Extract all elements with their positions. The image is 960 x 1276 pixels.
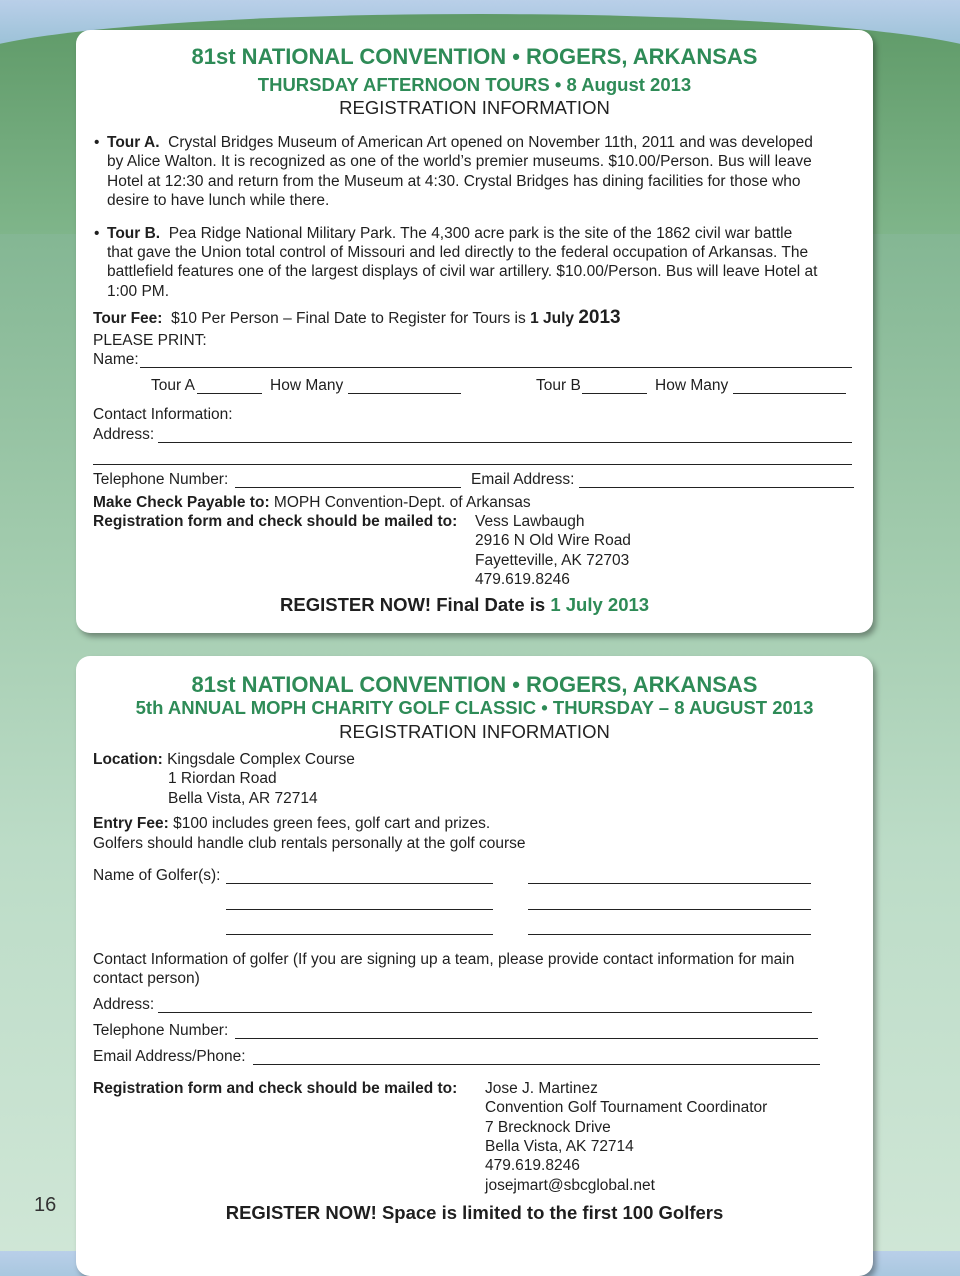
tour-b-field-label: Tour B [536,377,581,394]
location-line-2: 1 Riordan Road [168,770,277,787]
golfer-name-field[interactable] [226,883,493,884]
tours-registration-card [76,30,873,633]
tour-a-line-4: desire to have lunch while there. [107,192,330,209]
telephone-label: Telephone Number: [93,471,229,488]
tour-b-description [107,224,792,243]
bullet-icon: • [94,134,100,151]
tour-a-field[interactable] [197,393,262,394]
golf-register-now-banner: REGISTER NOW! Space is limited to the first 100 Golfers [225,1202,724,1223]
tour-a-line-2: by Alice Walton. It is recognized as one of the world’s premier museums. $10.00/Person. Bus will leave [107,153,812,170]
tour-b-line-1: Pea Ridge National Military Park. The 4,300 acre park is the site of the 1862 civil war battle [168,225,793,242]
golfer-name-field[interactable] [528,934,811,935]
tour-a-line-1: Crystal Bridges Museum of American Art opened on November 11th, 2011 and was developed [168,134,813,151]
tour-fee-date-year: 2013 [578,307,621,328]
golf-address-field[interactable] [158,1012,812,1013]
tour-a-description [107,133,813,152]
check-payable [93,493,531,512]
golfer-name-field[interactable] [226,934,493,935]
golf-mail-to-label: Registration form and check should be mailed to: [93,1080,458,1097]
mail-address-line-4: 479.619.8246 [475,571,570,588]
golf-mail-line-5: 479.619.8246 [485,1157,580,1174]
check-payable-label: Make Check Payable to: [93,494,270,511]
golf-mail-line-3: 7 Brecknock Drive [485,1119,611,1136]
address-field[interactable] [158,442,852,443]
email-field[interactable] [579,487,854,488]
tour-a-label: Tour A. [107,134,160,151]
golf-section-heading: REGISTRATION INFORMATION [339,721,610,742]
entry-fee-label: Entry Fee: [93,815,169,832]
golfer-name-field[interactable] [528,909,811,910]
name-field[interactable] [140,367,852,368]
tour-b-line-4: 1:00 PM. [107,283,170,300]
tour-b-label: Tour B. [107,225,161,242]
how-many-b-label: How Many [655,377,729,394]
mail-address-line-2: 2916 N Old Wire Road [475,532,631,549]
register-now-text: REGISTER NOW! Final Date is [280,594,546,615]
location-line-3: Bella Vista, AR 72714 [168,790,318,807]
golfers-label: Name of Golfer(s): [93,867,221,884]
contact-information-label: Contact Information: [93,406,233,423]
location-line-1: Kingsdale Complex Course [167,751,355,768]
contact-note-line-1: Contact Information of golfer (If you are signing up a team, please provide contact information for main [93,951,795,968]
tour-fee [93,308,621,328]
email-label: Email Address: [471,471,575,488]
tour-b-line-3: battlefield features one of the largest displays of civil war artillery. $10.00/Person. Bus will leave Hotel at [107,263,818,280]
rentals-note: Golfers should handle club rentals personally at the golf course [93,835,526,852]
tour-a-field-label: Tour A [151,377,195,394]
telephone-field[interactable] [235,487,461,488]
golfer-name-field[interactable] [528,883,811,884]
address-field-line-2[interactable] [93,464,852,465]
golf-email-field[interactable] [253,1064,820,1065]
how-many-b-field[interactable] [733,393,846,394]
tour-a-line-3: Hotel at 12:30 and return from the Museum at 4:30. Crystal Bridges has dining facilities for those who [107,173,801,190]
tour-b-line-2: that gave the Union total control of Missouri and led directly to the federal occupation of Arkansas. The [107,244,809,261]
golf-mail-line-2: Convention Golf Tournament Coordinator [485,1099,768,1116]
address-label: Address: [93,426,155,443]
entry-fee-text: $100 includes green fees, golf cart and prizes. [173,815,491,832]
golf-mail-email: josejmart@sbcglobal.net [485,1177,655,1194]
mail-address-line-1: Vess Lawbaugh [475,513,585,530]
golf-subtitle: 5th ANNUAL MOPH CHARITY GOLF CLASSIC • THURSDAY – 8 AUGUST 2013 [135,697,814,718]
golf-email-label: Email Address/Phone: [93,1048,246,1065]
how-many-a-label: How Many [270,377,344,394]
golf-mail-line-4: Bella Vista, AK 72714 [485,1138,634,1155]
golfer-name-field[interactable] [226,909,493,910]
entry-fee [93,814,490,833]
register-now-date: 1 July 2013 [550,594,650,615]
tours-title: 81st NATIONAL CONVENTION • ROGERS, ARKANSAS [191,44,758,69]
how-many-a-field[interactable] [348,393,461,394]
check-payable-value: MOPH Convention-Dept. of Arkansas [273,494,531,511]
golf-mail-line-1: Jose J. Martinez [485,1080,598,1097]
mail-to-label: Registration form and check should be mailed to: [93,513,458,530]
location-label: Location: [93,751,163,768]
golf-address-label: Address: [93,996,155,1013]
tours-section-heading: REGISTRATION INFORMATION [339,97,610,118]
golf-telephone-label: Telephone Number: [93,1022,229,1039]
tour-fee-label: Tour Fee: [93,310,163,327]
tours-subtitle: THURSDAY AFTERNOON TOURS • 8 August 2013 [257,74,692,95]
tour-fee-text: $10 Per Person – Final Date to Register for Tours is [171,310,526,327]
register-now-banner [280,594,649,616]
golf-telephone-field[interactable] [235,1038,818,1039]
tour-fee-date-day: 1 July [530,310,575,327]
page-number: 16 [34,1194,57,1216]
location [93,750,355,769]
tour-b-field[interactable] [582,393,647,394]
mail-address-line-3: Fayetteville, AK 72703 [475,552,630,569]
please-print-label: PLEASE PRINT: [93,332,207,349]
name-label: Name: [93,351,139,368]
golf-registration-card [76,656,873,1276]
bullet-icon: • [94,225,100,242]
contact-note-line-2: contact person) [93,970,200,987]
golf-title: 81st NATIONAL CONVENTION • ROGERS, ARKANSAS [191,672,758,697]
